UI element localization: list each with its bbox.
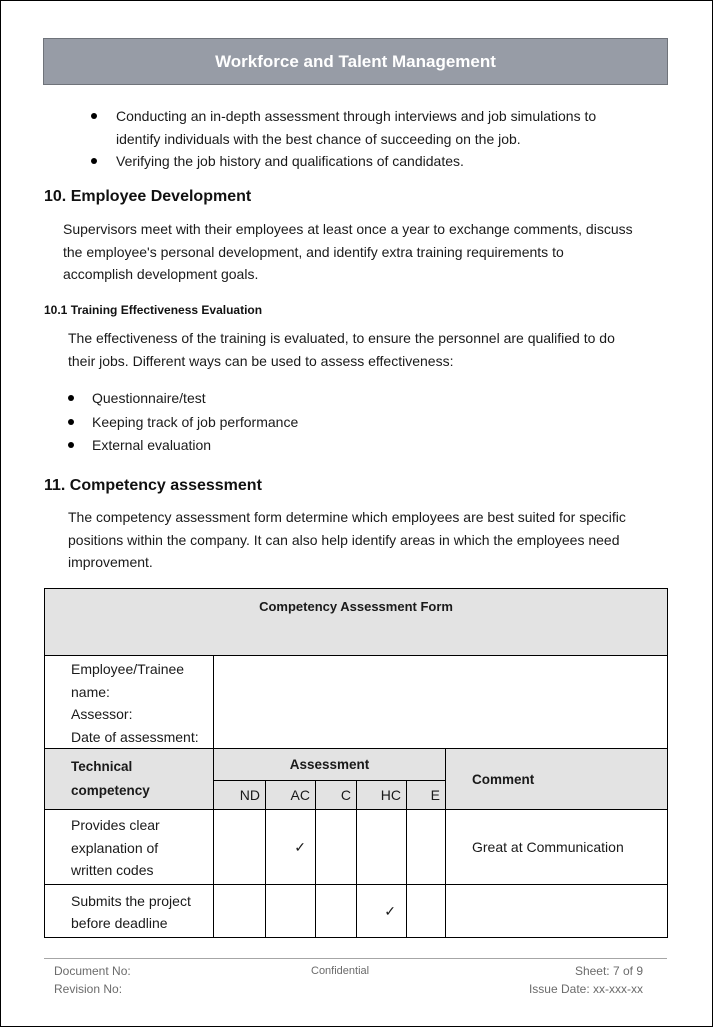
sheet-number: Sheet: 7 of 9 bbox=[574, 964, 643, 978]
footer-divider bbox=[44, 958, 667, 959]
section-11-heading: 11. Competency assessment bbox=[44, 477, 262, 494]
section-10-1-heading: 10.1 Training Effectiveness Evaluation bbox=[44, 303, 263, 317]
comment-cell[interactable] bbox=[446, 885, 668, 938]
bullet-icon bbox=[91, 158, 97, 164]
level-e-checkbox[interactable] bbox=[407, 885, 446, 938]
issue-date: Issue Date: xx-xxx-xx bbox=[528, 982, 643, 996]
section-10-paragraph: Supervisors meet with their employees at least once a year to exchange comments, discuss the employee's personal development, and identify extra training requirements to accomplish development goals. bbox=[63, 221, 633, 282]
bullet-icon bbox=[68, 419, 74, 425]
level-nd-checkbox[interactable] bbox=[214, 885, 266, 938]
check-icon: ✓ bbox=[384, 902, 396, 919]
level-e-header: E bbox=[407, 781, 446, 810]
level-c-checkbox[interactable] bbox=[316, 885, 357, 938]
level-ac-header: AC bbox=[266, 781, 316, 810]
list-item: External evaluation bbox=[67, 434, 298, 458]
comment-header: Comment bbox=[446, 749, 668, 810]
table-row bbox=[45, 885, 668, 938]
list-item: Conducting an in-depth assessment through interviews and job simulations to identify individuals with the best chance of succeeding on the job. bbox=[91, 105, 596, 150]
effectiveness-methods-list bbox=[67, 387, 298, 458]
level-nd-checkbox[interactable] bbox=[214, 810, 266, 885]
level-ac-checkbox[interactable] bbox=[266, 885, 316, 938]
competency-assessment-table bbox=[44, 588, 668, 938]
info-labels: Employee/Trainee name: Assessor: Date of assessment: bbox=[45, 656, 214, 749]
section-10-1-paragraph: The effectiveness of the training is evaluated, to ensure the personnel are qualified to do their jobs. Different ways can be used to assess effectiveness: bbox=[68, 330, 615, 369]
info-values-field[interactable] bbox=[214, 656, 668, 749]
level-nd-header: ND bbox=[214, 781, 266, 810]
bullet-icon bbox=[68, 395, 74, 401]
table-row bbox=[45, 810, 668, 885]
document-no-label: Document No: bbox=[54, 964, 131, 978]
list-item: Verifying the job history and qualifications of candidates. bbox=[91, 150, 596, 173]
form-title: Competency Assessment Form bbox=[45, 589, 668, 656]
list-item: Questionnaire/test bbox=[67, 387, 298, 411]
level-c-header: C bbox=[316, 781, 357, 810]
level-hc-checkbox[interactable] bbox=[357, 810, 407, 885]
header-banner bbox=[43, 38, 668, 85]
technical-competency-header: Technical competency bbox=[45, 749, 214, 810]
list-item: Keeping track of job performance bbox=[67, 411, 298, 435]
revision-no-label: Revision No: bbox=[54, 982, 123, 996]
level-ac-checkbox[interactable] bbox=[266, 810, 316, 885]
level-hc-header: HC bbox=[357, 781, 407, 810]
level-hc-checkbox[interactable] bbox=[357, 885, 407, 938]
bullet-icon bbox=[91, 113, 97, 119]
competency-cell: Submits the project before deadline bbox=[45, 885, 214, 938]
check-icon: ✓ bbox=[294, 838, 306, 855]
intro-bullet-list bbox=[91, 105, 596, 173]
competency-cell: Provides clear explanation of written codes bbox=[45, 810, 214, 885]
section-10-heading: 10. Employee Development bbox=[44, 188, 252, 205]
comment-cell[interactable]: Great at Communication bbox=[446, 810, 668, 885]
document-title: Workforce and Talent Management bbox=[215, 51, 496, 71]
level-c-checkbox[interactable] bbox=[316, 810, 357, 885]
bullet-icon bbox=[68, 442, 74, 448]
level-e-checkbox[interactable] bbox=[407, 810, 446, 885]
section-11-paragraph: The competency assessment form determine which employees are best suited for specific positions within the company. It can also help identify areas in which the employees need improvement. bbox=[68, 509, 626, 570]
assessment-header: Assessment bbox=[214, 749, 446, 781]
confidential-label: Confidential bbox=[311, 965, 370, 977]
